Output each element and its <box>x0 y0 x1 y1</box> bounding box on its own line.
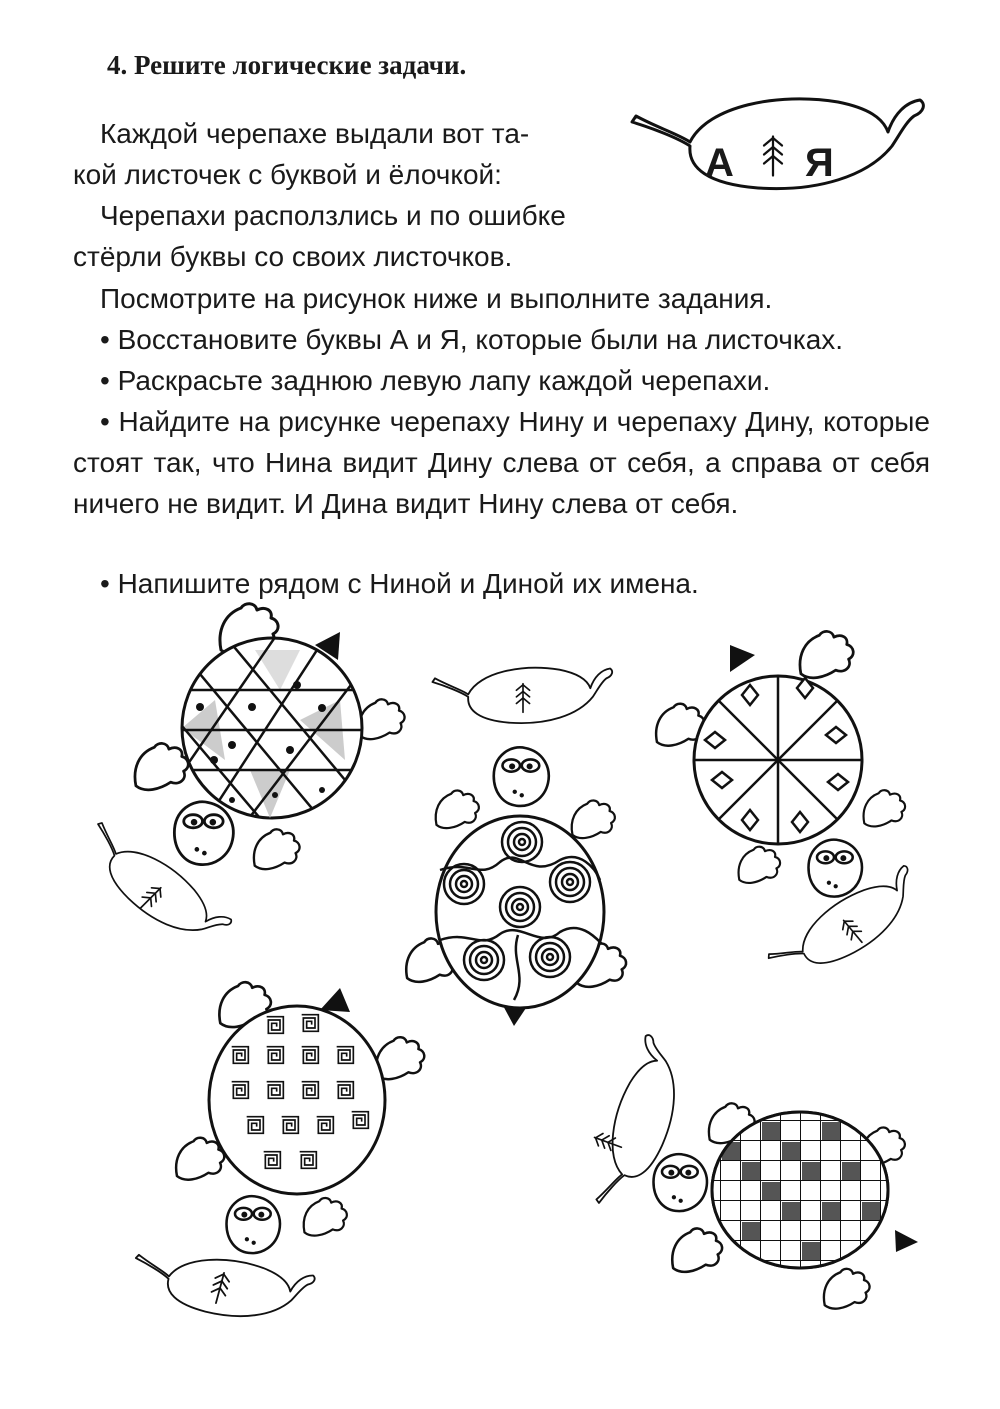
intro-line-2: кой листочек с буквой и ёлочкой: <box>73 159 502 190</box>
example-leaf <box>632 99 923 189</box>
intro-line-4: стёрли буквы со своих листочков. <box>73 241 513 272</box>
leaf-letter-right: Я <box>805 141 834 185</box>
task-restore-letters: • Восстановите буквы А и Я, которые были на листочках. <box>100 324 844 355</box>
turtle-spiral-shell <box>176 982 424 1253</box>
turtle-segment-shell <box>656 631 905 896</box>
task-color-paw: • Раскрасьте заднюю левую лапу каждой черепахи. <box>100 365 771 396</box>
intro-line-1: Каждой черепахе выдали вот та- <box>100 118 530 149</box>
task-heading: 4. Решите логические задачи. <box>107 50 467 80</box>
turtle-checkered-shell <box>654 1100 919 1309</box>
instruction-text: Посмотрите на рисунок ниже и выполните задания. <box>100 283 773 314</box>
task-write-names: • Напишите рядом с Ниной и Диной их имена. <box>100 568 699 599</box>
intro-line-3: Черепахи расползлись и по ошибке <box>100 200 566 231</box>
turtle-ring-shell <box>406 668 626 1026</box>
leaf-letter-left: А <box>705 141 734 185</box>
turtle-triangle-shell <box>135 604 405 869</box>
task-find-turtles: • Найдите на рисунке черепаху Нину и черепаху Дину, которые стоят так, что Нина видит Дину слева от себя, а справа от себя ничего не видит. И Дина видит Нину слева от себя. <box>73 406 930 519</box>
